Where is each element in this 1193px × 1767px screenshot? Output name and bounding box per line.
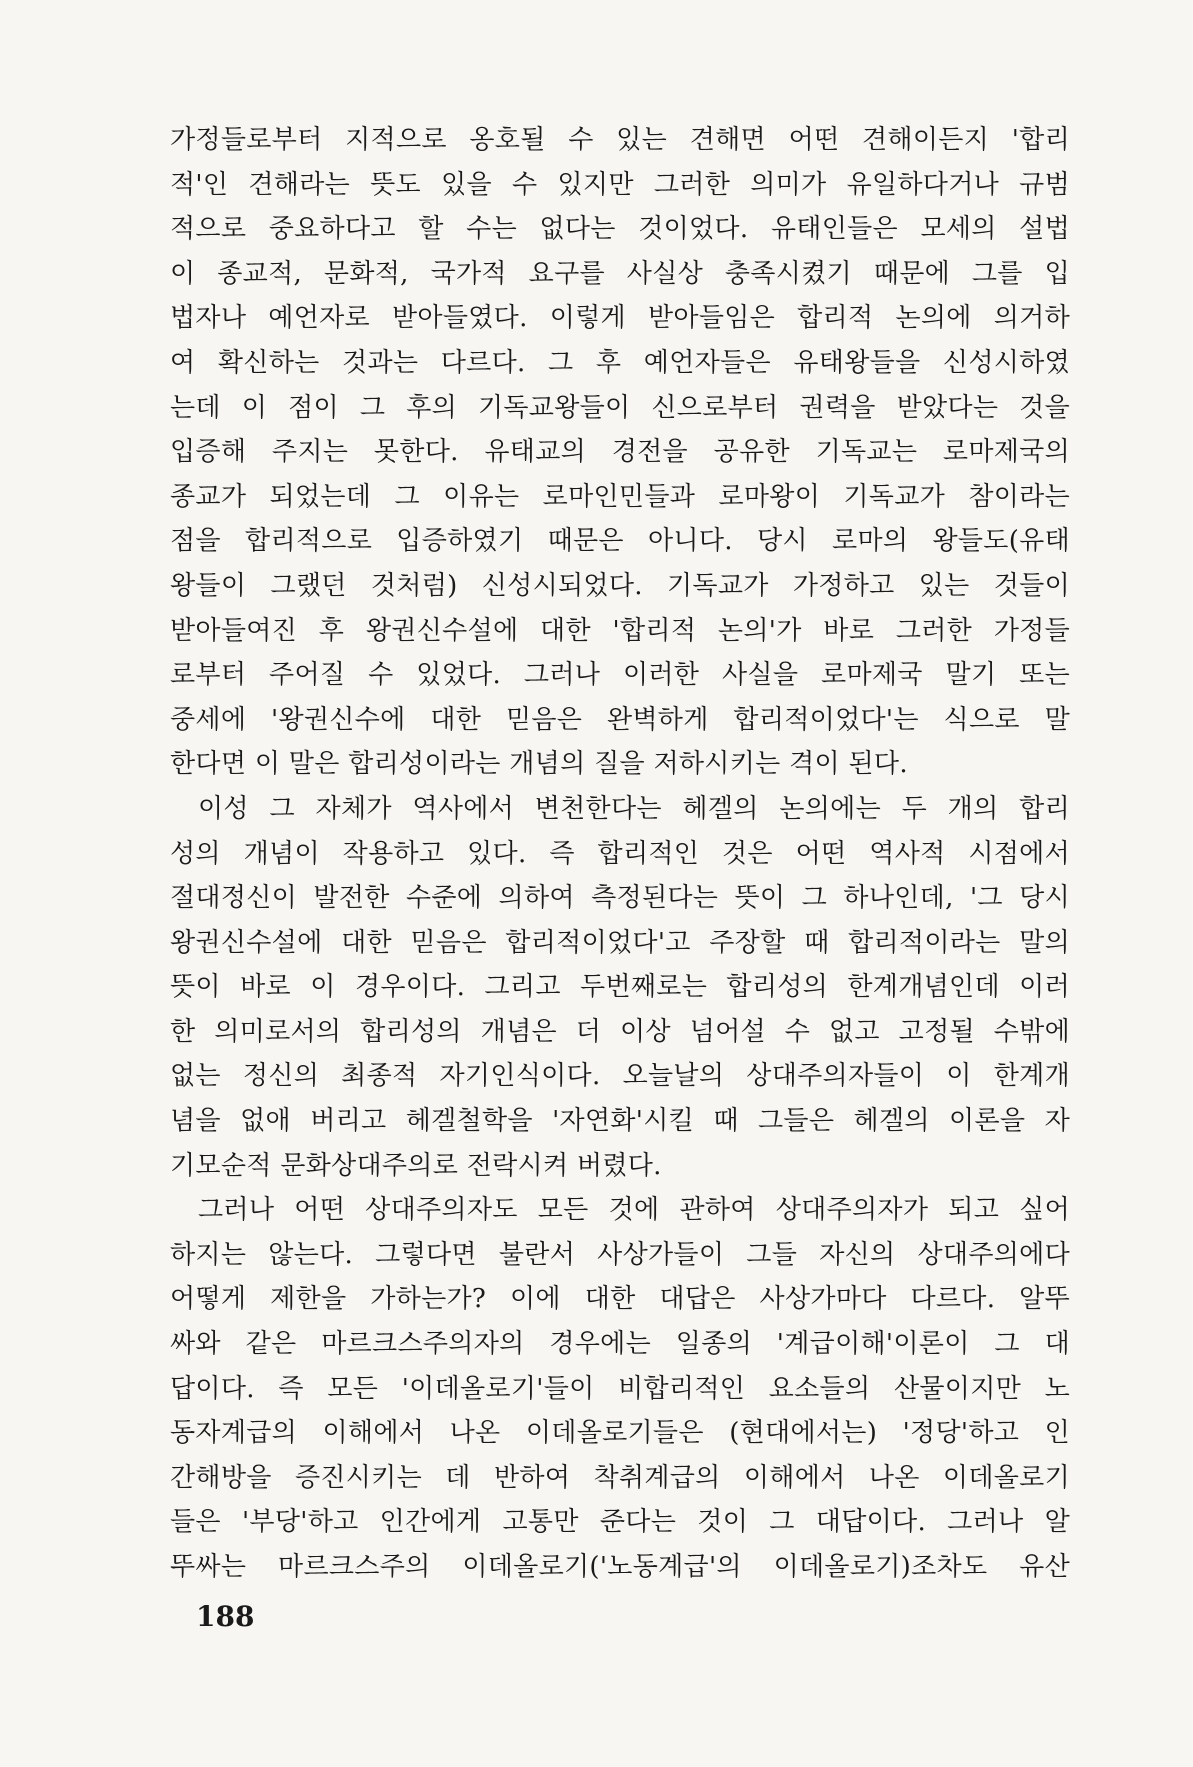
text-line: 중세에 '왕권신수에 대한 믿음은 완벽하게 합리적이었다'는 식으로 말 (170, 704, 1070, 735)
body-text (170, 118, 1070, 1590)
page-number: 188 (196, 1600, 255, 1633)
text-line: 그러나 어떤 상대주의자도 모든 것에 관하여 상대주의자가 되고 싶어 (198, 1195, 1070, 1226)
text-line: 이 종교적, 문화적, 국가적 요구를 사실상 충족시켰기 때문에 그를 입 (170, 258, 1070, 289)
text-line: 뚜싸는 마르크스주의 이데올로기('노동계급'의 이데올로기)조차도 유산 (170, 1552, 1070, 1582)
text-line: 점을 합리적으로 입증하였기 때문은 아니다. 당시 로마의 왕들도(유태 (170, 526, 1070, 557)
text-line: 법자나 예언자로 받아들였다. 이렇게 받아들임은 합리적 논의에 의거하 (170, 303, 1070, 334)
text-line: 뜻이 바로 이 경우이다. 그리고 두번째로는 합리성의 한계개념인데 이러 (170, 972, 1070, 1003)
paragraph (170, 787, 1070, 1188)
paragraph (170, 118, 1070, 787)
text-line: 받아들여진 후 왕권신수설에 대한 '합리적 논의'가 바로 그러한 가정들 (170, 615, 1070, 646)
text-line: 성의 개념이 작용하고 있다. 즉 합리적인 것은 어떤 역사적 시점에서 (170, 838, 1070, 869)
text-line: 동자계급의 이해에서 나온 이데올로기들은 (현대에서는) '정당'하고 인 (170, 1418, 1070, 1449)
text-line: 여 확신하는 것과는 다르다. 그 후 예언자들은 유태왕들을 신성시하였 (170, 347, 1070, 378)
text-line: 는데 이 점이 그 후의 기독교왕들이 신으로부터 권력을 받았다는 것을 (170, 392, 1070, 423)
text-line: 싸와 같은 마르크스주의자의 경우에는 일종의 '계급이해'이론이 그 대 (170, 1329, 1070, 1360)
text-line: 기모순적 문화상대주의로 전락시켜 버렸다. (170, 1150, 662, 1181)
text-line: 들은 '부당'하고 인간에게 고통만 준다는 것이 그 대답이다. 그러나 알 (170, 1507, 1070, 1538)
text-line: 입증해 주지는 못한다. 유태교의 경전을 공유한 기독교는 로마제국의 (170, 437, 1070, 468)
text-line: 이성 그 자체가 역사에서 변천한다는 헤겔의 논의에는 두 개의 합리 (198, 793, 1070, 824)
text-line: 간해방을 증진시키는 데 반하여 착취계급의 이해에서 나온 이데올로기 (170, 1462, 1070, 1493)
text-line: 종교가 되었는데 그 이유는 로마인민들과 로마왕이 기독교가 참이라는 (170, 481, 1070, 512)
text-line: 로부터 주어질 수 있었다. 그러나 이러한 사실을 로마제국 말기 또는 (170, 660, 1070, 691)
text-line: 하지는 않는다. 그렇다면 불란서 사상가들이 그들 자신의 상대주의에다 (170, 1239, 1070, 1270)
text-line: 념을 없애 버리고 헤겔철학을 '자연화'시킬 때 그들은 헤겔의 이론을 자 (170, 1106, 1070, 1137)
text-line: 적'인 견해라는 뜻도 있을 수 있지만 그러한 의미가 유일하다거나 규범 (170, 169, 1070, 200)
text-line: 왕권신수설에 대한 믿음은 합리적이었다'고 주장할 때 합리적이라는 말의 (170, 927, 1070, 958)
text-line: 어떻게 제한을 가하는가? 이에 대한 대답은 사상가마다 다르다. 알뚜 (170, 1284, 1070, 1315)
text-line: 한다면 이 말은 합리성이라는 개념의 질을 저하시키는 격이 된다. (170, 749, 908, 780)
paragraph (170, 1188, 1070, 1589)
text-line: 한 의미로서의 합리성의 개념은 더 이상 넘어설 수 없고 고정될 수밖에 (170, 1016, 1070, 1047)
text-line: 답이다. 즉 모든 '이데올로기'들이 비합리적인 요소들의 산물이지만 노 (170, 1373, 1070, 1404)
text-line: 절대정신이 발전한 수준에 의하여 측정된다는 뜻이 그 하나인데, '그 당시 (170, 883, 1070, 914)
text-line: 없는 정신의 최종적 자기인식이다. 오늘날의 상대주의자들이 이 한계개 (170, 1061, 1070, 1092)
text-line: 가정들로부터 지적으로 옹호될 수 있는 견해면 어떤 견해이든지 '합리 (170, 125, 1070, 155)
text-line: 적으로 중요하다고 할 수는 없다는 것이었다. 유태인들은 모세의 설법 (170, 214, 1070, 245)
text-line: 왕들이 그랬던 것처럼) 신성시되었다. 기독교가 가정하고 있는 것들이 (170, 570, 1070, 601)
